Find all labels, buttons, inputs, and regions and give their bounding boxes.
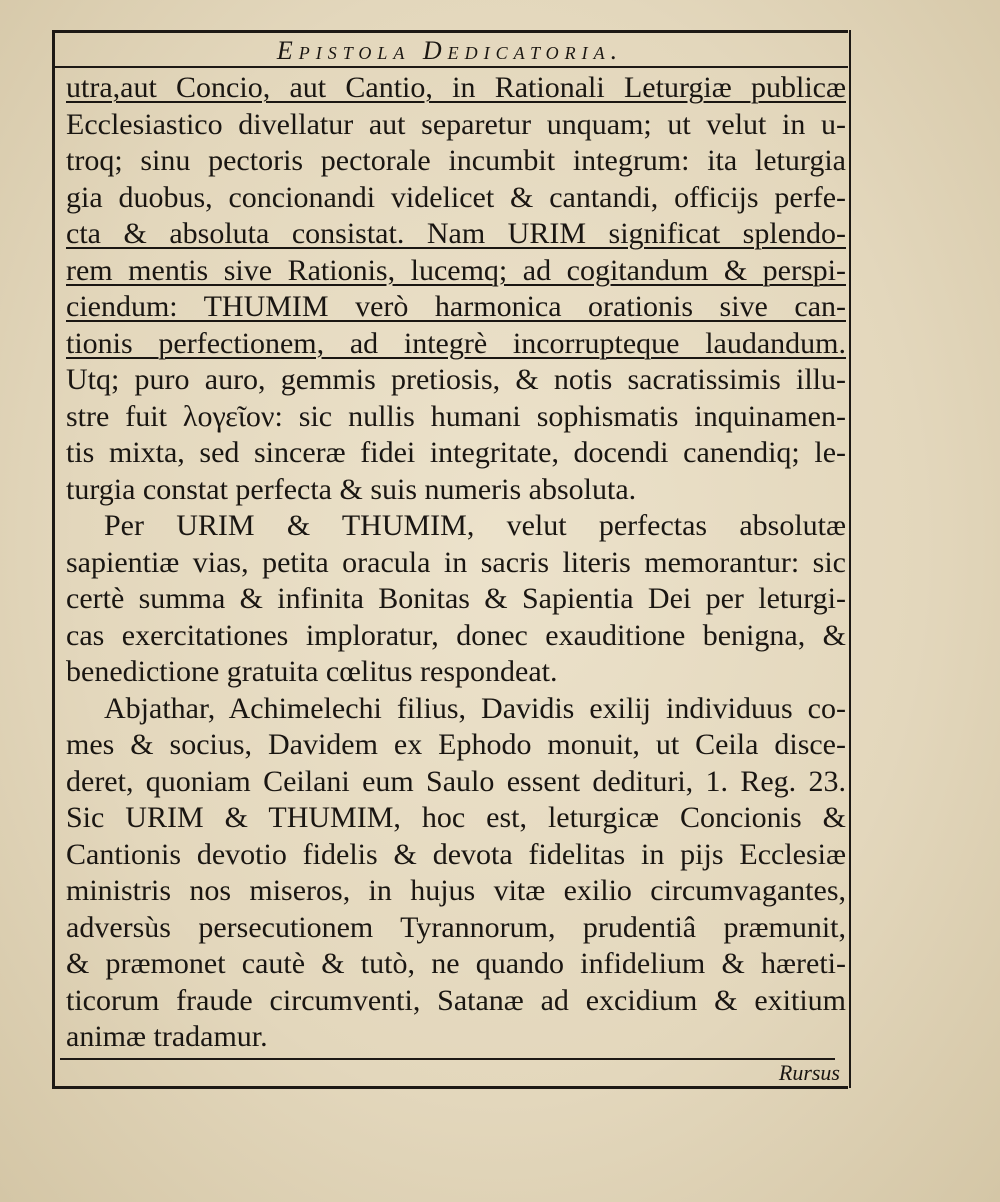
text-line: tis mixta, sed sinceræ fidei integritate, docendi canendiq; le- [66, 436, 846, 469]
text-line: sapientiæ vias, petita oracula in sacris literis memorantur: sic [66, 545, 846, 579]
header-rule [52, 66, 848, 68]
text-line: ministris nos miseros, in hujus vitæ exilio circumvagantes, [66, 874, 846, 907]
top-rule [52, 30, 848, 33]
bottom-rule [60, 1058, 835, 1060]
text-line: Abjathar, Achimelechi filius, Davidis exilij individuus co- [104, 691, 846, 725]
text-line: cta & absoluta consistat. Nam URIM significat splendo- [66, 217, 846, 250]
text-line: Cantionis devotio fidelis & devota fidelitas in pijs Ecclesiæ [66, 837, 846, 871]
body-text [66, 70, 846, 1056]
bottom-frame-rule [52, 1086, 848, 1089]
catchword: Rursus [778, 1060, 840, 1085]
text-line: adversùs persecutionem Tyrannorum, prudentiâ præmunit, [66, 910, 846, 944]
text-line: Per URIM & THUMIM, velut perfectas absolutæ [104, 509, 846, 542]
running-head: Epistola Dedicatoria. [276, 36, 624, 65]
text-line: gia duobus, concionandi videlicet & cantandi, officijs perfe- [66, 180, 846, 214]
text-line: benedictione gratuita cœlitus respondeat. [66, 655, 558, 688]
text-line: tionis perfectionem, ad integrè incorrupteque laudandum. [66, 326, 846, 360]
text-line: stre fuit λογεῖον: sic nullis humani sophismatis inquinamen- [66, 399, 846, 433]
text-line: troq; sinu pectoris pectorale incumbit integrum: ita leturgia [66, 144, 846, 177]
text-line: ticorum fraude circumventi, Satanæ ad excidium & exitium [66, 983, 846, 1017]
text-line: ciendum: THUMIM verò harmonica orationis sive can- [66, 290, 846, 323]
text-line: rem mentis sive Rationis, lucemq; ad cogitandum & perspi- [66, 253, 846, 287]
text-line: Utq; puro auro, gemmis pretiosis, & notis sacratissimis illu- [66, 363, 846, 396]
text-line: deret, quoniam Ceilani eum Saulo essent dedituri, 1. Reg. 23. [66, 764, 846, 798]
text-line: animæ tradamur. [66, 1020, 268, 1053]
text-line: certè summa & infinita Bonitas & Sapientia Dei per leturgi- [66, 582, 846, 615]
text-line: Sic URIM & THUMIM, hoc est, leturgicæ Concionis & [66, 801, 846, 834]
text-line: turgia constat perfecta & suis numeris absoluta. [66, 472, 637, 506]
text-line: mes & socius, Davidem ex Ephodo monuit, ut Ceila disce- [66, 728, 846, 761]
text-line: utra,aut Concio, aut Cantio, in Rationali Leturgiæ publicæ [66, 71, 846, 104]
text-line: & præmonet cautè & tutò, ne quando infidelium & hæreti- [66, 947, 846, 980]
text-line: Ecclesiastico divellatur aut separetur unquam; ut velut in u- [66, 107, 846, 141]
text-line: cas exercitationes imploratur, donec exauditione benigna, & [66, 618, 846, 652]
